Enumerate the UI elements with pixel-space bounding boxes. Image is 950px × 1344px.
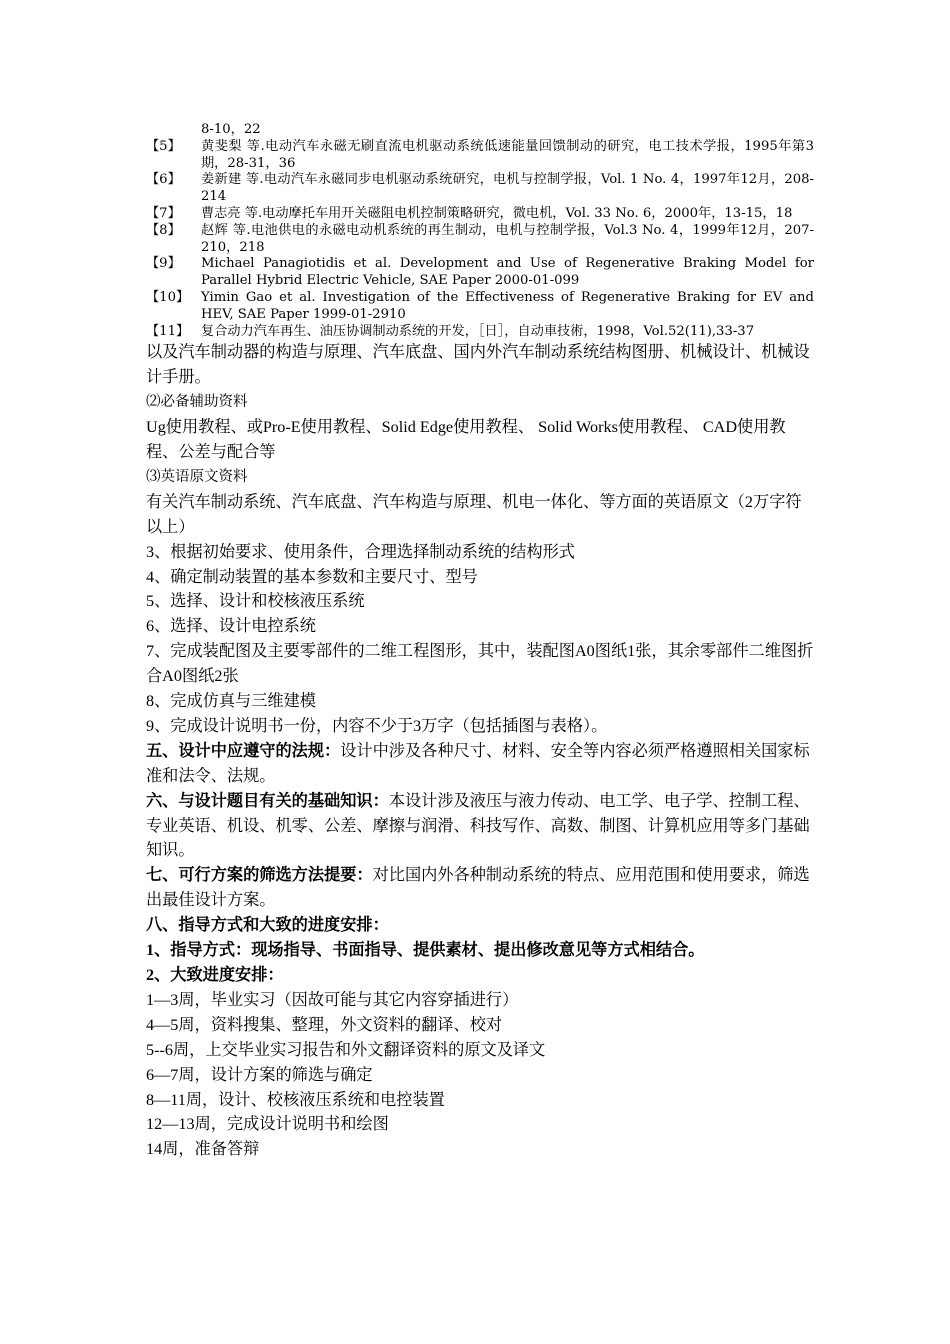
paragraph-software-tutorials: Ug使用教程、或Pro-E使用教程、Solid Edge使用教程、 Solid Works使用教程、 CAD使用教程、公差与配合等	[146, 418, 786, 461]
schedule-item: 5--6周，上交毕业实习报告和外文翻译资料的原文及译文	[146, 1040, 546, 1059]
section-heading: 七、可行方案的筛选方法提要：	[146, 866, 373, 885]
reference-continuation: 8-10，22	[201, 122, 261, 137]
task-item: 3、根据初始要求、使用条件，合理选择制动系统的结构形式	[146, 542, 575, 561]
reference-number: 【9】	[146, 256, 181, 272]
section-heading: 五、设计中应遵守的法规：	[146, 741, 341, 760]
reference-text: 曹志亮 等.电动摩托车用开关磁阻电机控制策略研究，微电机，Vol. 33 No. 6，2000年，13-15，18	[201, 205, 793, 221]
section-screening-method	[146, 863, 814, 913]
task-item: 8、完成仿真与三维建模	[146, 692, 316, 711]
schedule-item: 4—5周，资料搜集、整理，外文资料的翻译、校对	[146, 1015, 503, 1034]
reference-text: Michael Panagiotidis et al. Development and Use of Regenerative Braking Model for Parallel Hybrid Electric Vehicle, SAE Paper 2000-01-099	[201, 256, 814, 289]
reference-item	[146, 223, 814, 257]
reference-item	[146, 139, 814, 173]
heading-english-materials: ⑶英语原文资料	[146, 468, 248, 485]
task-item: 6、选择、设计电控系统	[146, 617, 316, 636]
schedule-item: 14周，准备答辩	[146, 1140, 260, 1159]
task-item: 4、确定制动装置的基本参数和主要尺寸、型号	[146, 567, 478, 586]
reference-number: 【8】	[146, 222, 181, 238]
reference-number: 【11】	[146, 323, 190, 339]
reference-number: 【6】	[146, 172, 181, 188]
reference-number: 【5】	[146, 138, 181, 154]
section-basic-knowledge	[146, 789, 814, 864]
reference-number: 【7】	[146, 205, 181, 221]
section-text: 对比国内外各种制动系统的特点、应用范围和使用要求，筛选出最佳设计方案。	[146, 866, 810, 910]
paragraph-reference-topics: 以及汽车制动器的构造与原理、汽车底盘、国内外汽车制动系统结构图册、机械设计、机械设计手册。	[146, 343, 810, 387]
subsection-heading: 1、指导方式：	[146, 941, 252, 960]
section-text: 本设计涉及液压与液力传动、电工学、电子学、控制工程、专业英语、机设、机零、公差、摩擦与润滑、科技写作、高数、制图、计算机应用等多门基础知识。	[146, 791, 810, 860]
guidance-method	[146, 938, 814, 963]
task-item: 5、选择、设计和校核液压系统	[146, 592, 365, 611]
reference-text: 赵辉 等.电池供电的永磁电动机系统的再生制动，电机与控制学报，Vol.3 No. 4，1999年12月，207-210，218	[201, 222, 814, 255]
section-regulations	[146, 739, 814, 789]
heading-auxiliary-materials: ⑵必备辅助资料	[146, 394, 248, 411]
reference-item	[146, 290, 814, 324]
schedule-heading: 2、大致进度安排：	[146, 966, 284, 985]
section-guidance-schedule-heading: 八、指导方式和大致的进度安排：	[146, 916, 389, 935]
task-item: 7、完成装配图及主要零部件的二维工程图形，其中，装配图A0图纸1张，其余零部件二维图折合A0图纸2张	[146, 642, 814, 686]
reference-item	[146, 324, 814, 341]
reference-text: 姜新建 等.电动汽车永磁同步电机驱动系统研究，电机与控制学报，Vol. 1 No. 4，1997年12月，208-214	[201, 172, 814, 205]
schedule-item: 12—13周，完成设计说明书和绘图	[146, 1115, 389, 1134]
section-text: 设计中涉及各种尺寸、材料、安全等内容必须严格遵照相关国家标准和法令、法规。	[146, 741, 810, 785]
schedule-item: 8—11周，设计、校核液压系统和电控装置	[146, 1090, 445, 1109]
schedule-item: 6—7周，设计方案的筛选与确定	[146, 1065, 373, 1084]
body-text	[146, 340, 814, 1162]
reference-item	[146, 206, 814, 223]
reference-item	[146, 172, 814, 206]
reference-text: Yimin Gao et al. Investigation of the Effectiveness of Regenerative Braking for EV and HEV, SAE Paper 1999-01-2910	[201, 289, 814, 322]
reference-item	[146, 256, 814, 290]
reference-text: 黄斐梨 等.电动汽车永磁无刷直流电机驱动系统低速能量回馈制动的研究，电工技术学报，1995年第3期，28-31，36	[201, 138, 814, 171]
task-item: 9、完成设计说明书一份，内容不少于3万字（包括插图与表格）。	[146, 716, 608, 735]
paragraph-english-materials: 有关汽车制动系统、汽车底盘、汽车构造与原理、机电一体化、等方面的英语原文（2万字符以上）	[146, 492, 802, 536]
section-heading: 六、与设计题目有关的基础知识：	[146, 791, 389, 810]
reference-list	[146, 122, 814, 340]
reference-number: 【10】	[146, 289, 190, 305]
reference-text: 复合动力汽车再生、油压协调制动系统的开发，［日］，自动車技術，1998，Vol.52(11),33-37	[201, 323, 755, 339]
guidance-text: 现场指导、书面指导、提供素材、提出修改意见等方式相结合。	[251, 941, 705, 960]
document-page	[146, 122, 814, 1162]
schedule-item: 1—3周，毕业实习（因故可能与其它内容穿插进行）	[146, 990, 519, 1009]
